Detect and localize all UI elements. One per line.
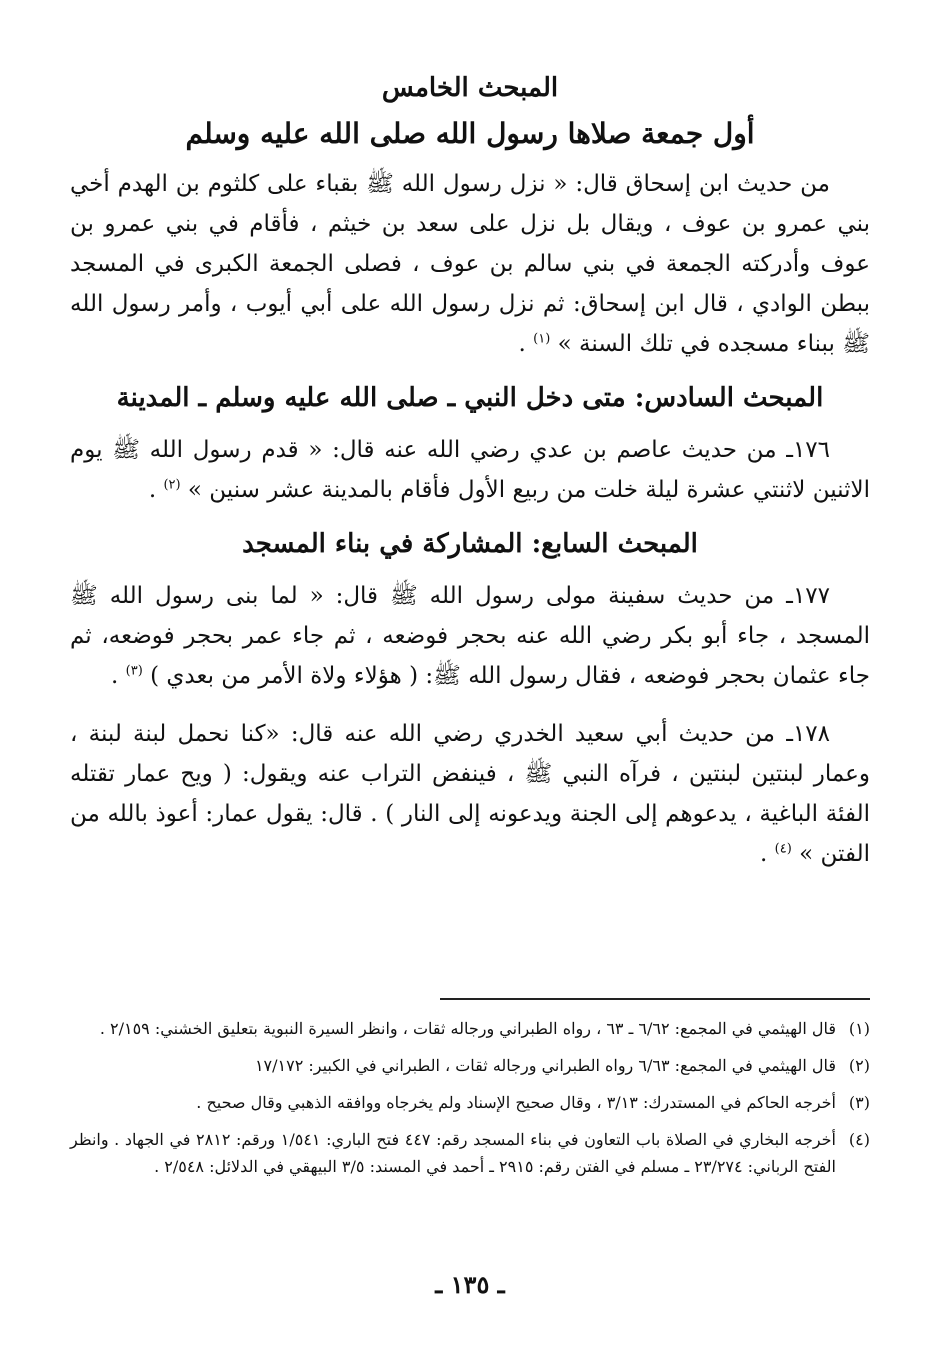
chapter-subheading: المبحث الخامس <box>381 73 559 103</box>
paragraph-text: من حديث ابن إسحاق قال: « نزل رسول الله ﷺ بقباء على كلثوم بن الهدم أخي بني عمرو بن عوف ، ويقال بل نزل على سعد بن خيثم ، فأقام في بني عمرو بن عوف وأدركته الجمعة في بني سالم بن عوف ، فصلى الجمعة الكبرى في المسجد ببطن الوادي ، قال ابن إسحاق: ثم نزل رسول الله على أبي أيوب ، وأمر رسول الله ﷺ ببناء مسجده في تلك السنة » <box>70 171 870 357</box>
footnote-3 <box>70 1089 870 1116</box>
footnotes <box>70 1015 870 1190</box>
page-number: ـ ١٣٥ ـ <box>435 1270 505 1299</box>
footnote-number: (٢) <box>848 1056 870 1075</box>
footnote-2 <box>70 1052 870 1079</box>
footnote-ref: (٢) <box>163 477 181 493</box>
footnote-text: أخرجه الحاكم في المستدرك: ٣/١٣ ، وقال صحيح الإسناد ولم يخرجاه ووافقه الذهبي وقال صحيح . <box>196 1093 836 1112</box>
section-heading-6: المبحث السادس: متى دخل النبي ـ صلى الله عليه وسلم ـ المدينة <box>116 383 824 413</box>
footnote-number: (١) <box>848 1019 870 1038</box>
footnote-4 <box>70 1126 870 1180</box>
footnote-text: قال الهيثمي في المجمع: ٦/٦٣ رواه الطبراني ورجاله ثقات ، الطبراني في الكبير: ١٧/١٧٢ <box>254 1056 836 1075</box>
paragraph-end: . <box>760 841 775 867</box>
footnote-number: (٣) <box>848 1093 870 1112</box>
paragraph-text: ١٧٦ـ من حديث عاصم بن عدي رضي الله عنه قال: « قدم رسول الله ﷺ يوم الاثنين لاثنتي عشرة ليلة خلت من ربيع الأول فأقام بالمدينة عشر سنين » <box>70 437 870 503</box>
footnote-ref: (٣) <box>125 663 143 679</box>
footnote-ref: (٤) <box>774 841 792 857</box>
paragraph-176 <box>70 430 870 510</box>
footnote-number: (٤) <box>848 1130 870 1149</box>
paragraph-text: ١٧٧ـ من حديث سفينة مولى رسول الله ﷺ قال: « لما بنى رسول الله ﷺ المسجد ، جاء أبو بكر رضي الله عنه بحجر فوضعه ، ثم جاء عمر بحجر فوضعه، ثم جاء عثمان بحجر فوضعه ، فقال رسول الله ﷺ: ( هؤلاء ولاة الأمر من بعدي ) <box>70 583 870 689</box>
paragraph-1 <box>70 164 870 364</box>
chapter-title: أول جمعة صلاها رسول الله صلى الله عليه وسلم <box>185 117 755 150</box>
section-heading-7: المبحث السابع: المشاركة في بناء المسجد <box>242 529 698 559</box>
paragraph-177 <box>70 576 870 696</box>
paragraph-end: . <box>518 331 534 357</box>
paragraph-end: . <box>111 663 126 689</box>
paragraph-text: ١٧٨ـ من حديث أبي سعيد الخدري رضي الله عنه قال: «كنا نحمل لبنة لبنة ، وعمار لبنتين لبنتين ، فرآه النبي ﷺ ، فينفض التراب عنه ويقول: ( ويح عمار تقتله الفئة الباغية ، يدعوهم إلى الجنة ويدعونه إلى النار ) . قال: يقول عمار: أعوذ بالله من الفتن » <box>70 721 870 867</box>
book-page <box>70 60 870 1320</box>
footnote-ref: (١) <box>533 331 551 347</box>
footnote-text: قال الهيثمي في المجمع: ٦/٦٢ ـ ٦٣ ، رواه الطبراني ورجاله ثقات ، وانظر السيرة النبوية بتعليق الخشني: ٢/١٥٩ . <box>99 1019 836 1038</box>
footnote-1 <box>70 1015 870 1042</box>
footnote-text: أخرجه البخاري في الصلاة باب التعاون في بناء المسجد رقم: ٤٤٧ فتح الباري: ١/٥٤١ ورقم: ٢٨١٢ في الجهاد . وانظر الفتح الرباني: ٢٣/٢٧٤ ـ مسلم في الفتن رقم: ٢٩١٥ ـ أحمد في المسند: ٣/٥ البيهقي في الدلائل: ٢/٥٤٨ . <box>70 1130 837 1176</box>
footnotes-divider <box>440 998 870 1000</box>
paragraph-178 <box>70 714 870 874</box>
paragraph-end: . <box>148 477 164 503</box>
